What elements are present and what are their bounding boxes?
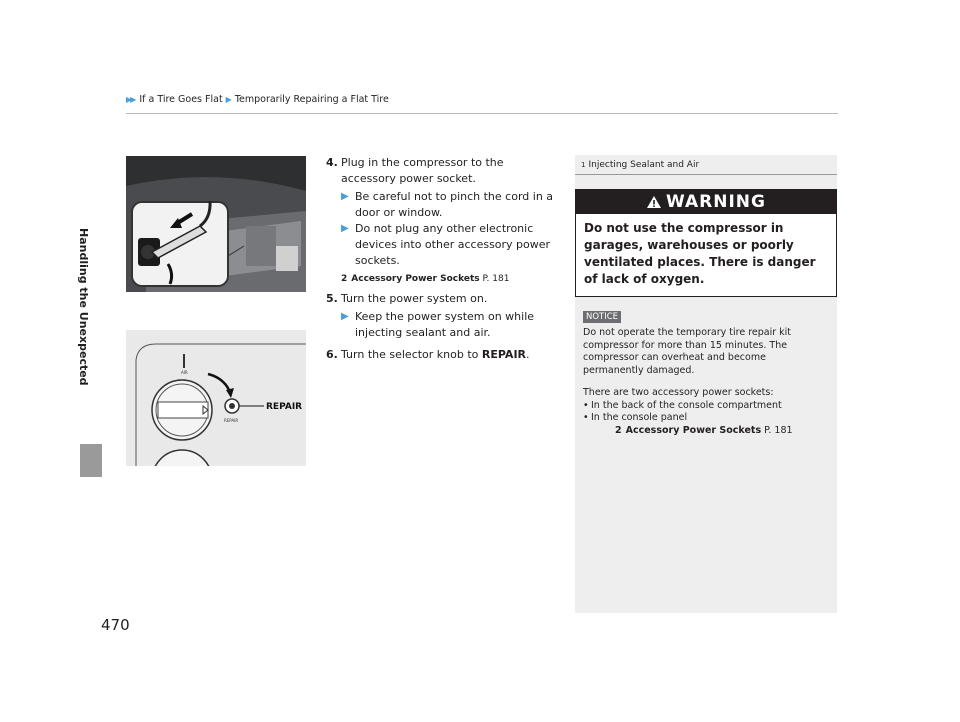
bullet-icon: • [583, 399, 589, 411]
warning-text: Do not use the compressor in garages, warehouses or poorly ventilated places. There is danger of lack of oxygen. [584, 221, 816, 286]
notice-text: Do not operate the temporary tire repair kit compressor for more than 15 minutes. The compressor can overheat and become permanently damaged. [583, 327, 792, 376]
panel-heading [575, 155, 837, 170]
step-sub [326, 221, 558, 269]
warning-triangle-icon [646, 195, 662, 209]
list-item [583, 400, 829, 413]
warning-label: WARNING [666, 192, 766, 212]
step-text-bold: REPAIR [481, 348, 527, 361]
step-text: Plug in the compressor to the accessory power socket. [341, 156, 504, 185]
warning-box [575, 189, 837, 297]
step-number: 4. [326, 156, 338, 169]
knob-repair-label: REPAIR [224, 418, 239, 423]
panel-divider [575, 174, 837, 175]
step-number: 6. [326, 348, 338, 361]
warning-header [576, 190, 836, 214]
arrow-icon: ▶ [225, 95, 230, 104]
reference-page: P. 181 [482, 274, 510, 284]
section-marker [80, 444, 102, 477]
step-5 [326, 291, 558, 307]
reference-icon: 2 [341, 274, 348, 284]
step-sub-text: Do not plug any other electronic devices into other accessory power sockets. [355, 222, 551, 267]
step-number: 5. [326, 292, 338, 305]
reference-title: Accessory Power Sockets [351, 274, 480, 284]
breadcrumb-level2: Temporarily Repairing a Flat Tire [234, 94, 389, 105]
page-number: 470 [101, 616, 130, 634]
figure-plug-compressor [126, 156, 306, 292]
arrow-icon: ▶ [341, 223, 349, 234]
reference-page: P. 181 [764, 424, 793, 436]
reference-title: Accessory Power Sockets [625, 424, 762, 436]
arrow-icon: ▶ [341, 311, 349, 322]
list-item-text: In the back of the console compartment [591, 399, 782, 411]
breadcrumb [126, 94, 389, 105]
reference-link[interactable] [583, 425, 829, 438]
notice-body [575, 323, 837, 437]
step-sub-text: Keep the power system on while injecting sealant and air. [355, 310, 535, 339]
double-arrow-icon: ▶▶ [126, 95, 135, 104]
section-tab-label: Handling the Unexpected [77, 228, 90, 386]
step-sub [326, 309, 558, 341]
step-text-prefix: Turn the selector knob to [341, 348, 482, 361]
arrow-icon: ▶ [341, 191, 349, 202]
panel-title: Injecting Sealant and Air [588, 160, 700, 170]
reference-icon: 2 [615, 424, 622, 436]
step-6 [326, 347, 558, 363]
repair-callout: REPAIR [266, 402, 303, 412]
side-note-panel [575, 155, 837, 613]
note-number: 1 [581, 161, 586, 169]
step-sub-text: Be careful not to pinch the cord in a door or window. [355, 190, 554, 219]
figure-selector-knob [126, 330, 306, 466]
breadcrumb-level1: If a Tire Goes Flat [139, 94, 223, 105]
step-text [341, 347, 530, 363]
step-text-suffix: . [526, 348, 530, 361]
reference-link[interactable] [326, 271, 558, 287]
notice-badge: NOTICE [583, 311, 621, 323]
step-4 [326, 155, 558, 187]
header-divider [126, 113, 838, 114]
sockets-intro: There are two accessory power sockets: [583, 387, 774, 398]
step-sub [326, 189, 558, 221]
knob-air-label: AIR [181, 370, 188, 375]
step-text: Turn the power system on. [341, 292, 488, 305]
list-item [583, 412, 829, 425]
instruction-steps [326, 155, 558, 365]
list-item-text: In the console panel [591, 412, 688, 423]
bullet-icon: • [583, 412, 589, 423]
